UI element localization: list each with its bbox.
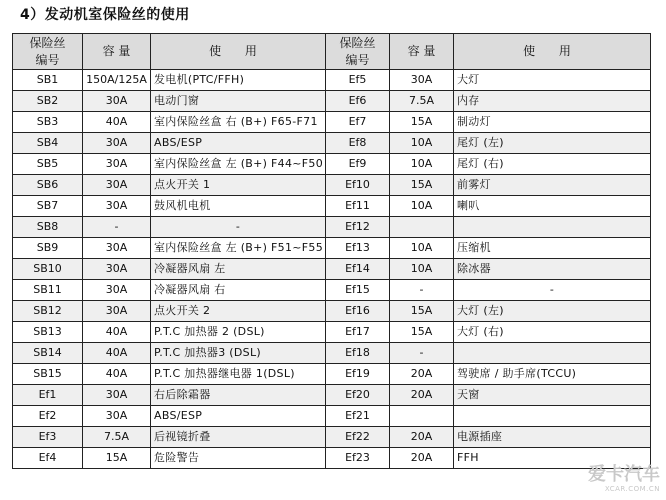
fuse-capacity-left: 7.5A bbox=[83, 427, 151, 448]
header-capacity-right: 容 量 bbox=[390, 34, 454, 70]
fuse-usage-left: 点火开关 1 bbox=[151, 175, 326, 196]
fuse-id-left: SB8 bbox=[13, 217, 83, 238]
table-row bbox=[13, 91, 651, 112]
fuse-id-right: Ef21 bbox=[326, 406, 390, 427]
fuse-id-right: Ef14 bbox=[326, 259, 390, 280]
fuse-capacity-right: 20A bbox=[390, 364, 454, 385]
fuse-usage-left: 后视镜折叠 bbox=[151, 427, 326, 448]
fuse-id-right: Ef6 bbox=[326, 91, 390, 112]
table-row bbox=[13, 280, 651, 301]
fuse-usage-left: 冷凝器风扇 左 bbox=[151, 259, 326, 280]
fuse-capacity-left: 30A bbox=[83, 154, 151, 175]
fuse-id-right: Ef8 bbox=[326, 133, 390, 154]
fuse-usage-left: 点火开关 2 bbox=[151, 301, 326, 322]
fuse-id-right: Ef22 bbox=[326, 427, 390, 448]
fuse-usage-right: 尾灯 (右) bbox=[454, 154, 651, 175]
fuse-id-left: SB12 bbox=[13, 301, 83, 322]
table-row bbox=[13, 238, 651, 259]
fuse-id-left: SB5 bbox=[13, 154, 83, 175]
table-row bbox=[13, 364, 651, 385]
header-usage-left: 使 用 bbox=[151, 34, 326, 70]
fuse-id-right: Ef16 bbox=[326, 301, 390, 322]
fuse-usage-left: 电动门窗 bbox=[151, 91, 326, 112]
fuse-id-left: Ef2 bbox=[13, 406, 83, 427]
fuse-usage-left: 室内保险丝盒 右 (B+) F65-F71 bbox=[151, 112, 326, 133]
fuse-id-right: Ef9 bbox=[326, 154, 390, 175]
fuse-id-right: Ef10 bbox=[326, 175, 390, 196]
fuse-capacity-right: 15A bbox=[390, 322, 454, 343]
fuse-capacity-left: 30A bbox=[83, 406, 151, 427]
fuse-capacity-left: 40A bbox=[83, 112, 151, 133]
fuse-id-left: SB7 bbox=[13, 196, 83, 217]
fuse-usage-left: P.T.C 加热器3 (DSL) bbox=[151, 343, 326, 364]
table-row bbox=[13, 427, 651, 448]
table-row bbox=[13, 385, 651, 406]
fuse-id-left: SB6 bbox=[13, 175, 83, 196]
fuse-capacity-left: 30A bbox=[83, 238, 151, 259]
fuse-capacity-left: 40A bbox=[83, 322, 151, 343]
fuse-capacity-right: 15A bbox=[390, 301, 454, 322]
table-row bbox=[13, 406, 651, 427]
fuse-usage-left: 冷凝器风扇 右 bbox=[151, 280, 326, 301]
fuse-capacity-right: 20A bbox=[390, 448, 454, 469]
fuse-usage-left: 发电机(PTC/FFH) bbox=[151, 70, 326, 91]
fuse-usage-right: 大灯 bbox=[454, 70, 651, 91]
fuse-capacity-right: 20A bbox=[390, 385, 454, 406]
fuse-usage-left: ABS/ESP bbox=[151, 133, 326, 154]
fuse-usage-right: 大灯 (右) bbox=[454, 322, 651, 343]
table-row bbox=[13, 112, 651, 133]
fuse-capacity-right: - bbox=[390, 343, 454, 364]
fuse-id-left: SB9 bbox=[13, 238, 83, 259]
section-title: 4）发动机室保险丝的使用 bbox=[20, 7, 190, 23]
fuse-id-left: SB1 bbox=[13, 70, 83, 91]
fuse-id-left: SB10 bbox=[13, 259, 83, 280]
fuse-capacity-left: 15A bbox=[83, 448, 151, 469]
fuse-capacity-left: 30A bbox=[83, 91, 151, 112]
watermark-logo: 爱卡汽车 XCAR.COM.CN bbox=[588, 464, 660, 493]
fuse-capacity-right: - bbox=[390, 280, 454, 301]
fuse-usage-right bbox=[454, 217, 651, 238]
header-usage-right: 使 用 bbox=[454, 34, 651, 70]
header-capacity-left: 容 量 bbox=[83, 34, 151, 70]
fuse-usage-left: 危险警告 bbox=[151, 448, 326, 469]
table-row bbox=[13, 175, 651, 196]
fuse-usage-right: 内存 bbox=[454, 91, 651, 112]
fuse-id-left: SB13 bbox=[13, 322, 83, 343]
fuse-id-left: Ef1 bbox=[13, 385, 83, 406]
fuse-id-right: Ef12 bbox=[326, 217, 390, 238]
table-row bbox=[13, 154, 651, 175]
fuse-usage-left: P.T.C 加热器 2 (DSL) bbox=[151, 322, 326, 343]
fuse-usage-left: ABS/ESP bbox=[151, 406, 326, 427]
table-row bbox=[13, 133, 651, 154]
header-fuse-number-left: 保险丝 编号 bbox=[13, 34, 83, 70]
fuse-id-right: Ef19 bbox=[326, 364, 390, 385]
fuse-capacity-right: 7.5A bbox=[390, 91, 454, 112]
header-fuse-number-right: 保险丝 编号 bbox=[326, 34, 390, 70]
fuse-usage-left: P.T.C 加热器继电器 1(DSL) bbox=[151, 364, 326, 385]
table-row bbox=[13, 70, 651, 91]
fuse-capacity-left: 40A bbox=[83, 343, 151, 364]
table-row bbox=[13, 301, 651, 322]
fuse-capacity-right: 15A bbox=[390, 175, 454, 196]
table-row bbox=[13, 322, 651, 343]
fuse-usage-right bbox=[454, 406, 651, 427]
fuse-capacity-left: 30A bbox=[83, 385, 151, 406]
fuse-usage-right: 天窗 bbox=[454, 385, 651, 406]
fuse-usage-right bbox=[454, 343, 651, 364]
table-row bbox=[13, 259, 651, 280]
fuse-id-left: SB2 bbox=[13, 91, 83, 112]
fuse-usage-right: 除冰器 bbox=[454, 259, 651, 280]
table-header-row bbox=[13, 34, 651, 70]
fuse-capacity-right: 10A bbox=[390, 196, 454, 217]
fuse-capacity-right bbox=[390, 406, 454, 427]
fuse-usage-right: - bbox=[454, 280, 651, 301]
fuse-capacity-left: - bbox=[83, 217, 151, 238]
fuse-capacity-right bbox=[390, 217, 454, 238]
fuse-capacity-right: 20A bbox=[390, 427, 454, 448]
fuse-id-right: Ef13 bbox=[326, 238, 390, 259]
fuse-usage-right: 压缩机 bbox=[454, 238, 651, 259]
fuse-capacity-right: 30A bbox=[390, 70, 454, 91]
fuse-usage-left: - bbox=[151, 217, 326, 238]
fuse-id-right: Ef5 bbox=[326, 70, 390, 91]
table-body bbox=[13, 70, 651, 469]
fuse-capacity-left: 40A bbox=[83, 364, 151, 385]
fuse-capacity-right: 10A bbox=[390, 154, 454, 175]
fuse-capacity-left: 150A/125A bbox=[83, 70, 151, 91]
fuse-id-left: SB4 bbox=[13, 133, 83, 154]
fuse-id-right: Ef23 bbox=[326, 448, 390, 469]
fuse-usage-left: 室内保险丝盒 左 (B+) F44~F50 bbox=[151, 154, 326, 175]
fuse-capacity-right: 10A bbox=[390, 133, 454, 154]
fuse-capacity-left: 30A bbox=[83, 280, 151, 301]
fuse-id-right: Ef20 bbox=[326, 385, 390, 406]
fuse-capacity-right: 10A bbox=[390, 238, 454, 259]
fuse-usage-right: 电源插座 bbox=[454, 427, 651, 448]
fuse-usage-right: 制动灯 bbox=[454, 112, 651, 133]
fuse-id-left: SB14 bbox=[13, 343, 83, 364]
table-row bbox=[13, 196, 651, 217]
fuse-id-right: Ef11 bbox=[326, 196, 390, 217]
fuse-id-right: Ef7 bbox=[326, 112, 390, 133]
fuse-usage-right: 尾灯 (左) bbox=[454, 133, 651, 154]
fuse-usage-right: 前雾灯 bbox=[454, 175, 651, 196]
fuse-usage-table bbox=[12, 33, 651, 469]
fuse-id-right: Ef15 bbox=[326, 280, 390, 301]
fuse-capacity-right: 10A bbox=[390, 259, 454, 280]
fuse-usage-right: FFH bbox=[454, 448, 651, 469]
fuse-usage-right: 喇叭 bbox=[454, 196, 651, 217]
fuse-capacity-left: 30A bbox=[83, 175, 151, 196]
fuse-usage-left: 右后除霜器 bbox=[151, 385, 326, 406]
fuse-id-left: Ef4 bbox=[13, 448, 83, 469]
fuse-capacity-left: 30A bbox=[83, 196, 151, 217]
fuse-usage-left: 鼓风机电机 bbox=[151, 196, 326, 217]
fuse-capacity-left: 30A bbox=[83, 133, 151, 154]
table-row bbox=[13, 448, 651, 469]
fuse-capacity-left: 30A bbox=[83, 259, 151, 280]
fuse-capacity-left: 30A bbox=[83, 301, 151, 322]
fuse-id-right: Ef18 bbox=[326, 343, 390, 364]
fuse-id-left: SB11 bbox=[13, 280, 83, 301]
fuse-usage-right: 驾驶席 / 助手席(TCCU) bbox=[454, 364, 651, 385]
fuse-id-left: Ef3 bbox=[13, 427, 83, 448]
table-row bbox=[13, 343, 651, 364]
table-row bbox=[13, 217, 651, 238]
fuse-id-right: Ef17 bbox=[326, 322, 390, 343]
fuse-id-left: SB3 bbox=[13, 112, 83, 133]
fuse-usage-left: 室内保险丝盒 左 (B+) F51~F55 bbox=[151, 238, 326, 259]
fuse-usage-right: 大灯 (左) bbox=[454, 301, 651, 322]
fuse-capacity-right: 15A bbox=[390, 112, 454, 133]
fuse-id-left: SB15 bbox=[13, 364, 83, 385]
